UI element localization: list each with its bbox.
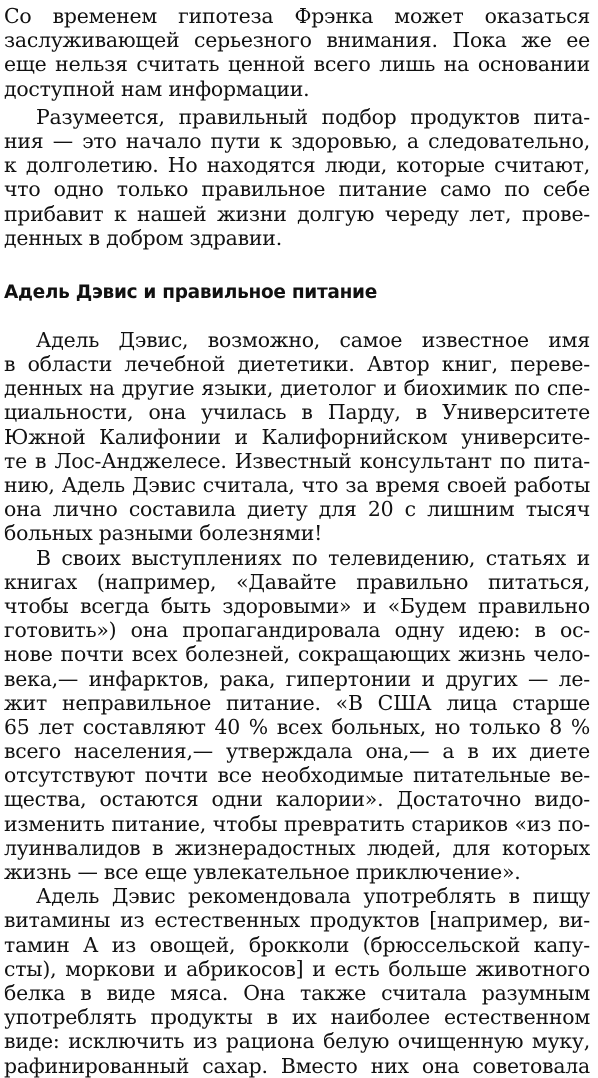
text-line: она лично составила диету для 20 с лишним тысяч: [4, 497, 590, 522]
text-line: луинвалидов в жизнерадостных людей, для которых: [4, 835, 590, 860]
text-line: сты), моркови и абрикосов] и есть больше животного: [4, 956, 590, 981]
book-page: [4, 4, 590, 1078]
text-line: Со временем гипотеза Фрэнка может оказаться: [4, 4, 590, 28]
spacer: [4, 306, 590, 328]
paragraph-adelle-davis-ideas: [4, 546, 590, 885]
text-line: больных разными болезнями!: [4, 521, 323, 546]
text-line: Адель Дэвис, возможно, самое известное имя: [36, 327, 590, 352]
paragraph-nutrition-longevity: [4, 105, 590, 250]
text-line: заслуживающей серьезного внимания. Пока же ее: [4, 28, 590, 53]
text-line: к долголетию. Но находятся люди, которые считают,: [4, 153, 590, 178]
text-line: употреблять продукты в их наиболее естественном: [4, 1005, 590, 1030]
text-line: виде: исключить из рациона белую очищенную муку,: [4, 1029, 590, 1054]
text-line: еще нельзя считать ценной всего лишь на основании: [4, 52, 590, 77]
text-line: циальности, она училась в Парду, в Университете: [4, 400, 590, 425]
spacer: [4, 250, 590, 280]
text-line: В своих выступлениях по телевидению, статьях и: [36, 545, 590, 570]
text-line: рафинированный сахар. Вместо них она советовала: [4, 1053, 590, 1078]
paragraph-adelle-davis-recommendations: [4, 884, 590, 1078]
text-line: Южной Калифонии и Калифорнийском университе-: [4, 424, 590, 449]
section-heading: Адель Дэвис и правильное питание: [4, 281, 377, 303]
text-line: нию, Адель Дэвис считала, что за время своей работы: [4, 473, 590, 497]
text-line: всего населения,— утверждала она,— а в их диете: [4, 739, 590, 764]
text-line: те в Лос-Анджелесе. Известный консультант по пита-: [4, 448, 590, 473]
text-line: витамины из естественных продуктов [например, ви-: [4, 908, 590, 933]
text-line: денных на другие языки, диетолог и биохимик по спе-: [4, 376, 590, 401]
text-line: Адель Дэвис рекомендовала употреблять в пищу: [36, 884, 590, 909]
text-line: нове почти всех болезней, сокращающих жизнь чело-: [4, 642, 590, 667]
text-line: книгах (например, «Давайте правильно питаться,: [4, 569, 590, 594]
text-line: чтобы всегда быть здоровыми» и «Будем правильно: [4, 593, 590, 618]
text-line: жизнь — все еще увлекательное приключение».: [4, 860, 521, 884]
text-line: готовить») она пропагандировала одну идею: в ос-: [4, 618, 590, 643]
text-line: тамин А из овощей, брокколи (брюссельской капу-: [4, 932, 590, 957]
text-line: ния — это начало пути к здоровью, а следовательно,: [4, 128, 590, 153]
text-line: денных в добром здравии.: [4, 225, 282, 250]
text-line: отсутствуют почти все необходимые питательные ве-: [4, 763, 590, 788]
paragraph-frank-hypothesis: [4, 4, 590, 101]
text-line: жит неправильное питание. «В США лица старше: [4, 690, 590, 715]
text-line: 65 лет составляют 40 % всех больных, но только 8 %: [4, 714, 590, 739]
text-line: изменить питание, чтобы превратить стариков «из по-: [4, 811, 590, 836]
text-line: доступной нам информации.: [4, 76, 310, 101]
text-line: белка в виде мяса. Она также считала разумным: [4, 980, 590, 1005]
text-line: прибавит к нашей жизни долгую череду лет, прове-: [4, 201, 590, 226]
text-line: века,— инфарктов, рака, гипертонии и других — ле-: [4, 666, 590, 691]
text-line: Разумеется, правильный подбор продуктов пита-: [36, 104, 590, 129]
paragraph-adelle-davis-intro: [4, 328, 590, 546]
text-line: щества, остаются одни калории». Достаточно видо-: [4, 787, 590, 812]
text-line: в области лечебной диететики. Автор книг, переве-: [4, 352, 590, 377]
text-line: что одно только правильное питание само по себе: [4, 177, 590, 202]
